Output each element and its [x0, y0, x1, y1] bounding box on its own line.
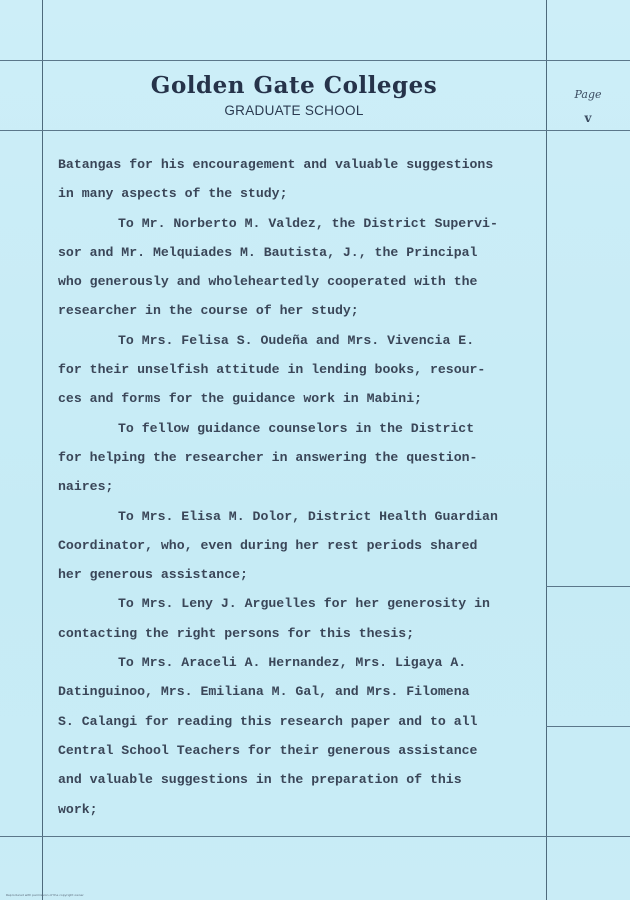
text-line: who generously and wholeheartedly cooperated with the — [58, 274, 478, 290]
acknowledgment-body — [58, 150, 548, 824]
top-rule — [0, 60, 630, 61]
text-line: contacting the right persons for this thesis; — [58, 625, 415, 641]
text-line: for their unselfish attitude in lending books, resour- — [58, 362, 486, 378]
left-column-rule — [0, 130, 42, 131]
left-margin-rule — [42, 0, 43, 900]
side-column-rule — [546, 586, 630, 587]
side-column-rule — [546, 726, 630, 727]
text-line: Coordinator, who, even during her rest periods shared — [58, 537, 478, 553]
text-line: and valuable suggestions in the preparation of this — [58, 772, 462, 788]
text-line: ces and forms for the guidance work in Mabini; — [58, 391, 423, 407]
text-line: for helping the researcher in answering the question- — [58, 449, 478, 465]
header-bottom-rule — [42, 130, 546, 131]
text-line: To Mrs. Elisa M. Dolor, District Health Guardian — [118, 508, 498, 524]
text-line: naires; — [58, 479, 114, 495]
microfilm-footer-note: Reproduced with permission of the copyright owner — [6, 893, 84, 897]
institution-title: Golden Gate Colleges — [150, 72, 438, 99]
text-line: To Mrs. Felisa S. Oudeña and Mrs. Vivencia E. — [118, 332, 475, 348]
text-line: To Mrs. Araceli A. Hernandez, Mrs. Ligaya A. — [118, 655, 467, 671]
school-subtitle: GRADUATE SCHOOL — [224, 103, 364, 118]
text-line: To Mr. Norberto M. Valdez, the District Supervi- — [118, 215, 498, 231]
text-line: Central School Teachers for their generous assistance — [58, 742, 478, 758]
text-line: her generous assistance; — [58, 567, 248, 583]
text-line: Datinguinoo, Mrs. Emiliana M. Gal, and Mrs. Filomena — [58, 684, 470, 700]
side-column-rule — [546, 130, 630, 131]
page-label: Page — [574, 88, 602, 101]
footer-rule — [0, 836, 630, 837]
text-line: researcher in the course of her study; — [58, 303, 359, 319]
text-line: work; — [58, 801, 98, 817]
page-number: v — [584, 111, 592, 125]
text-line: To Mrs. Leny J. Arguelles for her generosity in — [118, 596, 490, 612]
text-line: To fellow guidance counselors in the District — [118, 420, 475, 436]
text-line: sor and Mr. Melquiades M. Bautista, J., the Principal — [58, 244, 478, 260]
text-line: Batangas for his encouragement and valuable suggestions — [58, 157, 494, 172]
text-line: in many aspects of the study; — [58, 186, 288, 202]
text-line: S. Calangi for reading this research paper and to all — [58, 713, 478, 729]
